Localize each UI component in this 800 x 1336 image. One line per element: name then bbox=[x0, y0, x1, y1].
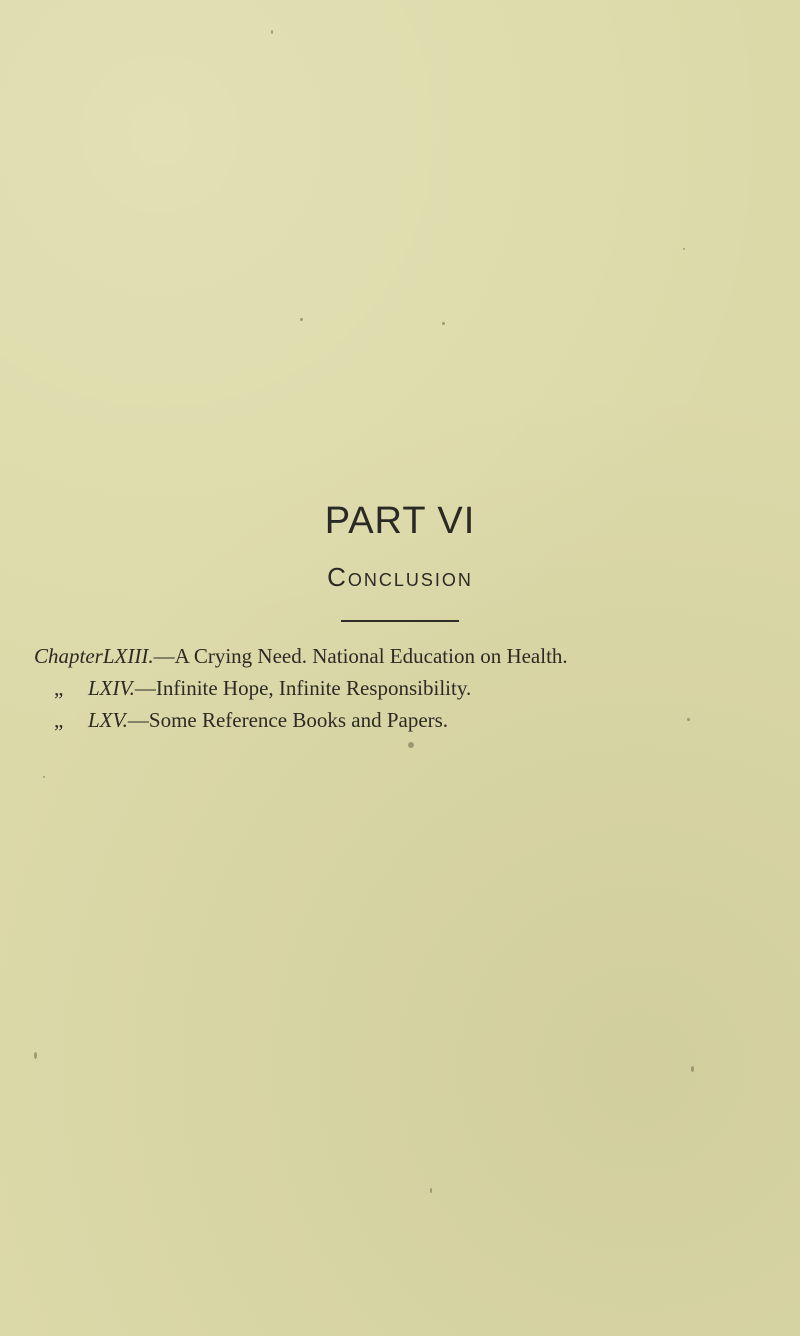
chapter-list bbox=[34, 640, 774, 736]
chapter-number: LXIII. bbox=[102, 644, 154, 668]
chapter-dash: — bbox=[153, 644, 175, 668]
chapter-label: Chapter bbox=[34, 644, 103, 668]
part-subtitle: Conclusion bbox=[327, 562, 473, 592]
chapter-entry-lxiii bbox=[34, 640, 774, 672]
chapter-entry-lxv bbox=[34, 704, 774, 736]
ditto-mark: „ bbox=[54, 708, 64, 732]
chapter-number: LXV. bbox=[88, 708, 128, 732]
chapter-dash: — bbox=[127, 708, 149, 732]
chapter-number: LXIV. bbox=[88, 676, 135, 700]
chapter-entry-lxiv bbox=[34, 672, 774, 704]
chapter-title: Some Reference Books and Papers. bbox=[148, 708, 449, 732]
title-rule bbox=[341, 620, 459, 622]
chapter-title: Infinite Hope, Infinite Responsibility. bbox=[155, 676, 472, 700]
ditto-mark: „ bbox=[54, 676, 64, 700]
chapter-dash: — bbox=[134, 676, 156, 700]
chapter-title: A Crying Need. National Education on Health. bbox=[174, 644, 568, 668]
part-title: PART VI bbox=[324, 500, 476, 542]
